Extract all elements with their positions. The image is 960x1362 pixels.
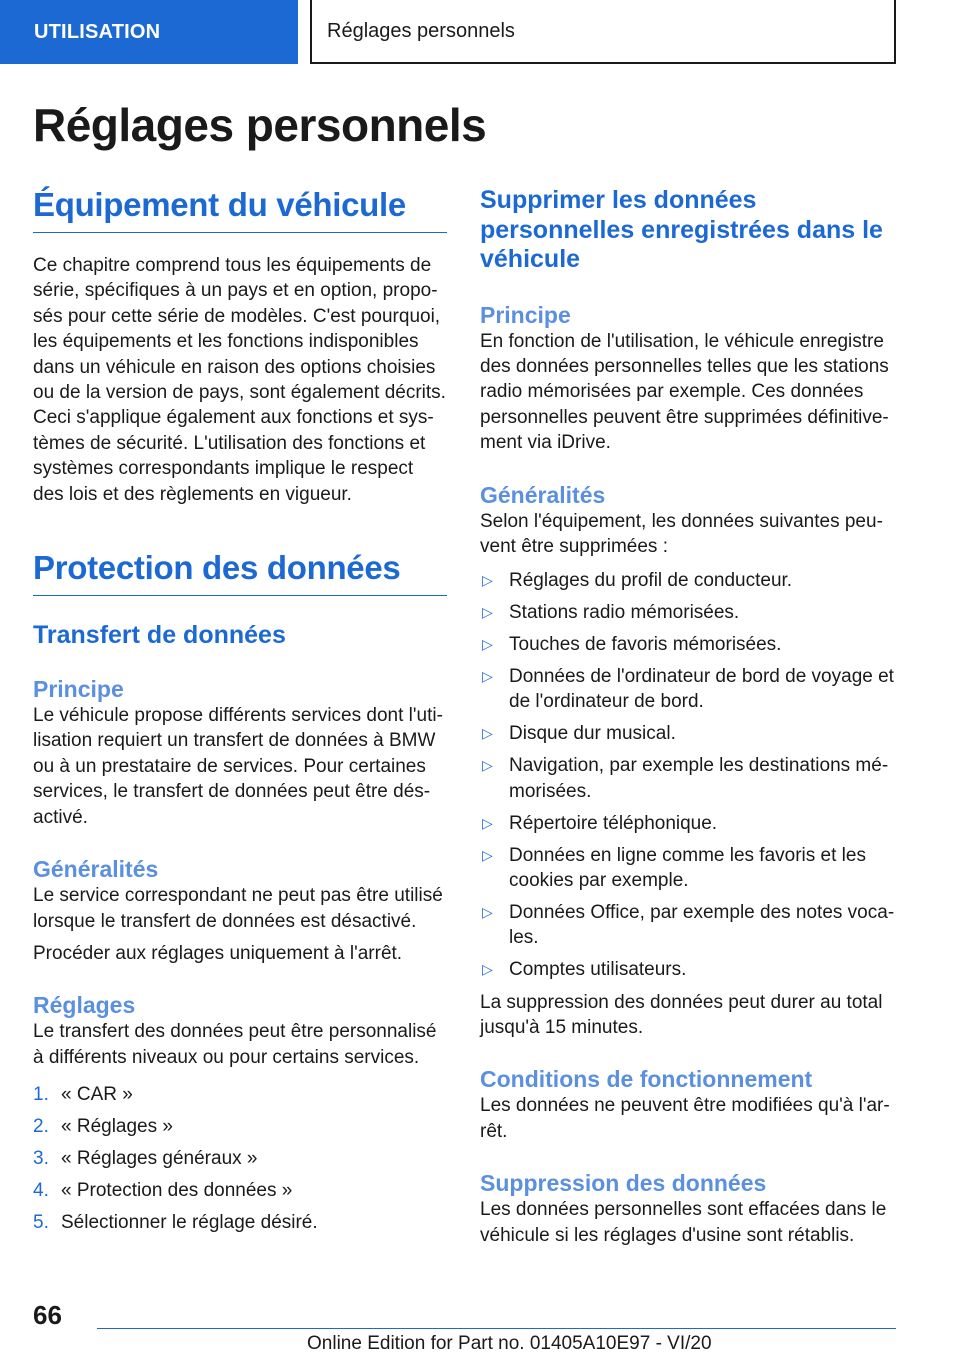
page-number: 66: [33, 1300, 62, 1330]
conditions-text: Les données ne peuvent être modifiées qu'à l'arrêt.: [480, 1095, 890, 1142]
list-item: [480, 664, 896, 715]
left-column: [33, 186, 447, 1235]
triangle-bullet-icon: ▷: [482, 572, 493, 589]
deletable-data-list: [480, 568, 896, 982]
list-item-text: Navigation, par exemple les destinations mémorisées.: [509, 755, 889, 802]
generalites-heading-right: Généralités: [480, 481, 606, 508]
list-item: [480, 843, 896, 894]
step-item: [33, 1114, 447, 1139]
list-item: [480, 568, 896, 593]
list-item: [480, 600, 896, 625]
protection-heading: Protection des données: [33, 549, 447, 596]
list-item-text: Stations radio mémorisées.: [509, 602, 740, 624]
suppression-text: Les données personnelles sont effacées dans le véhicule si les réglages d'usine sont rétablis.: [480, 1199, 887, 1246]
chapter-tab: Réglages personnels: [310, 0, 896, 64]
step-number: 1.: [33, 1084, 49, 1106]
list-item-text: Touches de favoris mémorisées.: [509, 634, 782, 656]
generalites-heading: Généralités: [33, 856, 159, 883]
list-item-text: Comptes utilisateurs.: [509, 959, 687, 981]
principe-heading-right: Principe: [480, 301, 571, 328]
step-item: [33, 1082, 447, 1107]
list-item: [480, 957, 896, 982]
triangle-bullet-icon: ▷: [482, 725, 493, 742]
steps-list: [33, 1082, 447, 1235]
list-item: [480, 753, 896, 804]
list-item: [480, 721, 896, 746]
step-item: [33, 1178, 447, 1203]
step-text: « CAR »: [61, 1084, 133, 1106]
list-item: [480, 811, 896, 836]
equipement-heading: Équipement du véhicule: [33, 186, 447, 233]
list-item-text: Données Office, par exemple des notes vocales.: [509, 901, 895, 949]
list-item-text: Réglages du profil de conducteur.: [509, 570, 793, 592]
duration-text: La suppression des données peut durer au total jusqu'à 15 minutes.: [480, 991, 883, 1038]
step-text: « Réglages »: [61, 1116, 173, 1138]
reglages-heading: Réglages: [33, 992, 136, 1019]
triangle-bullet-icon: ▷: [482, 636, 493, 653]
step-number: 2.: [33, 1116, 49, 1138]
generalites-text-2: Procéder aux réglages uniquement à l'arrêt.: [33, 942, 403, 964]
supprimer-heading: Supprimer les données personnelles enregistrées dans le véhicule: [480, 186, 883, 273]
conditions-heading: Conditions de fonctionnement: [480, 1066, 813, 1093]
triangle-bullet-icon: ▷: [482, 961, 493, 978]
triangle-bullet-icon: ▷: [482, 604, 493, 621]
step-number: 4.: [33, 1179, 49, 1201]
generalites-text-1: Le service correspondant ne peut pas être utilisé lorsque le transfert de données est désactivé.: [33, 885, 443, 932]
section-tab: UTILISATION: [0, 0, 298, 64]
triangle-bullet-icon: ▷: [482, 814, 493, 831]
triangle-bullet-icon: ▷: [482, 668, 493, 685]
step-number: 3.: [33, 1147, 49, 1169]
reglages-text: Le transfert des données peut être personnalisé à différents niveaux ou pour certains services.: [33, 1021, 437, 1068]
step-text: Sélectionner le réglage désiré.: [61, 1211, 318, 1233]
list-item: [480, 900, 896, 951]
triangle-bullet-icon: ▷: [482, 757, 493, 774]
generalites-text-right: Selon l'équipement, les données suivantes peuvent être supprimées :: [480, 510, 883, 557]
principe-heading: Principe: [33, 676, 124, 703]
step-item: [33, 1146, 447, 1171]
footer-divider: [97, 1328, 896, 1329]
step-text: « Réglages généraux »: [61, 1147, 258, 1169]
triangle-bullet-icon: ▷: [482, 903, 493, 920]
suppression-heading: Suppression des données: [480, 1170, 767, 1197]
list-item-text: Données de l'ordinateur de bord de voyage et de l'ordinateur de bord.: [509, 666, 894, 713]
right-column: [480, 186, 896, 1248]
transfert-heading: Transfert de données: [33, 621, 286, 650]
list-item-text: Disque dur musical.: [509, 723, 676, 745]
step-number: 5.: [33, 1211, 49, 1233]
principe-text-right: En fonction de l'utilisation, le véhicule enregistre des données personnelles telles que les stations radio mémorisées par exemple. Ces données personnelles peuvent être supprimées définitivement via iDrive.: [480, 330, 889, 454]
step-item: [33, 1210, 447, 1235]
list-item: [480, 632, 896, 657]
triangle-bullet-icon: ▷: [482, 846, 493, 863]
list-item-text: Données en ligne comme les favoris et les cookies par exemple.: [509, 844, 866, 891]
edition-text: Online Edition for Part no. 01405A10E97 - VI/20: [307, 1333, 712, 1354]
page-title: Réglages personnels: [33, 99, 487, 151]
principe-text: Le véhicule propose différents services dont l'utilisation requiert un transfert de données à BMW ou à un prestataire de services. Pour certaines services, le transfert de données peut être désactivé.: [33, 705, 443, 828]
list-item-text: Répertoire téléphonique.: [509, 812, 718, 834]
step-text: « Protection des données »: [61, 1179, 293, 1201]
equipement-text: Ce chapitre comprend tous les équipements de série, spécifiques à un pays et en option, proposés pour cette série de modèles. C'est pourquoi, les équipements et les fonctions indisponibles dans un véhicule en raison des options choisies ou de la version de pays, sont également décrits. Ceci s'applique également aux fonctions et systèmes de sécurité. L'utilisation des fonctions et systèmes correspondants implique le respect des lois et des règlements en vigueur.: [33, 255, 446, 505]
